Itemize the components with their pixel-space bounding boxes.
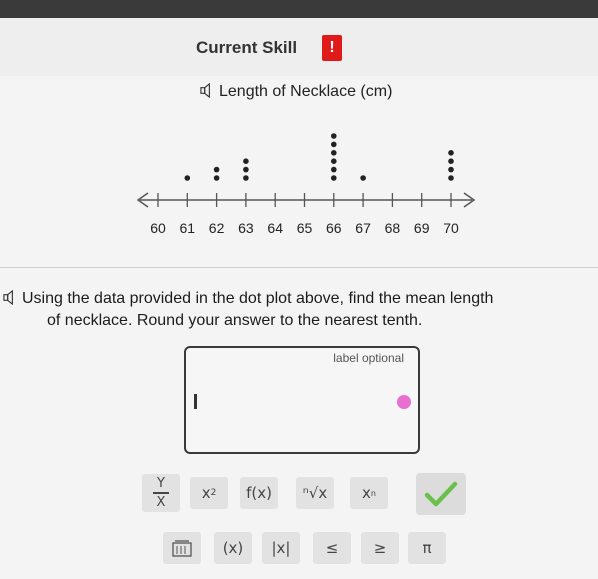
- tick-label: 66: [326, 220, 342, 236]
- tick-label: 69: [413, 220, 430, 236]
- dot-plot: [0, 76, 598, 266]
- nth-root-key[interactable]: [296, 477, 334, 509]
- keypad-row-1: [0, 474, 598, 514]
- less-equal-key[interactable]: [313, 532, 351, 564]
- tick-label: 70: [443, 220, 459, 236]
- input-indicator-dot: [397, 395, 411, 409]
- answer-input[interactable]: [184, 346, 420, 454]
- answer-label: label optional: [333, 351, 404, 365]
- square-key-base: x: [201, 484, 211, 502]
- fraction-denominator: X: [156, 494, 166, 510]
- question-line-1: Using the data provided in the dot plot above, find the mean length: [22, 290, 494, 307]
- data-dot: [331, 142, 337, 148]
- pi-key-label: π: [422, 539, 432, 557]
- text-cursor: [194, 394, 197, 409]
- chart-title: Length of Necklace (cm): [219, 83, 393, 100]
- question-line-2: of necklace. Round your answer to the nearest tenth.: [47, 312, 423, 329]
- data-dot: [448, 167, 454, 173]
- pi-key[interactable]: [408, 532, 446, 564]
- data-dot: [448, 175, 454, 181]
- function-key-label: f(x): [246, 484, 272, 502]
- data-dot: [331, 158, 337, 164]
- tick-label: 68: [384, 220, 401, 236]
- submit-button[interactable]: [416, 473, 466, 515]
- question-text: [22, 288, 595, 332]
- tick-label: 63: [238, 220, 254, 236]
- data-dot: [331, 175, 337, 181]
- keypad-row-2: [0, 532, 598, 572]
- square-key-exponent: 2: [210, 488, 217, 498]
- current-skill-title: Current Skill: [196, 38, 298, 57]
- data-dot: [448, 150, 454, 156]
- greater-equal-key[interactable]: [361, 532, 399, 564]
- parentheses-key[interactable]: [214, 532, 252, 564]
- absolute-value-key-label: |x|: [271, 539, 291, 557]
- fraction-numerator: Y: [157, 476, 165, 492]
- data-dot: [243, 158, 249, 164]
- function-key[interactable]: [240, 477, 278, 509]
- data-dot: [243, 175, 249, 181]
- tick-label: 61: [179, 220, 196, 236]
- parentheses-key-label: (x): [222, 539, 244, 557]
- nth-root-key-label: ⁿ√x: [302, 484, 328, 502]
- tick-label: 60: [150, 220, 166, 236]
- data-dot: [331, 167, 337, 173]
- data-dot: [448, 158, 454, 164]
- header: [0, 18, 598, 76]
- alert-badge[interactable]: !: [322, 35, 342, 61]
- subscript-key[interactable]: [350, 477, 388, 509]
- data-dot: [214, 175, 220, 181]
- absolute-value-key[interactable]: [262, 532, 300, 564]
- data-dot: [331, 133, 337, 139]
- square-key[interactable]: [190, 477, 228, 509]
- less-equal-key-label: ≤: [325, 539, 339, 557]
- keyboard-key[interactable]: [163, 532, 201, 564]
- greater-equal-key-label: ≥: [373, 539, 387, 557]
- data-dot: [214, 167, 220, 173]
- fraction-key[interactable]: [142, 474, 180, 512]
- divider: [0, 267, 598, 268]
- tick-label: 62: [208, 220, 225, 236]
- tick-label: 67: [355, 220, 371, 236]
- data-dot: [185, 175, 191, 181]
- speaker-icon[interactable]: [3, 290, 18, 305]
- top-bar: [0, 0, 598, 18]
- keyboard-icon: [172, 539, 192, 557]
- subscript-key-base: x: [362, 484, 371, 502]
- checkmark-icon: [424, 481, 458, 507]
- tick-label: 64: [267, 220, 283, 236]
- tick-label: 65: [296, 220, 313, 236]
- subscript-key-index: n: [370, 488, 376, 498]
- data-dot: [243, 167, 249, 173]
- data-dot: [360, 175, 366, 181]
- data-dot: [331, 150, 337, 156]
